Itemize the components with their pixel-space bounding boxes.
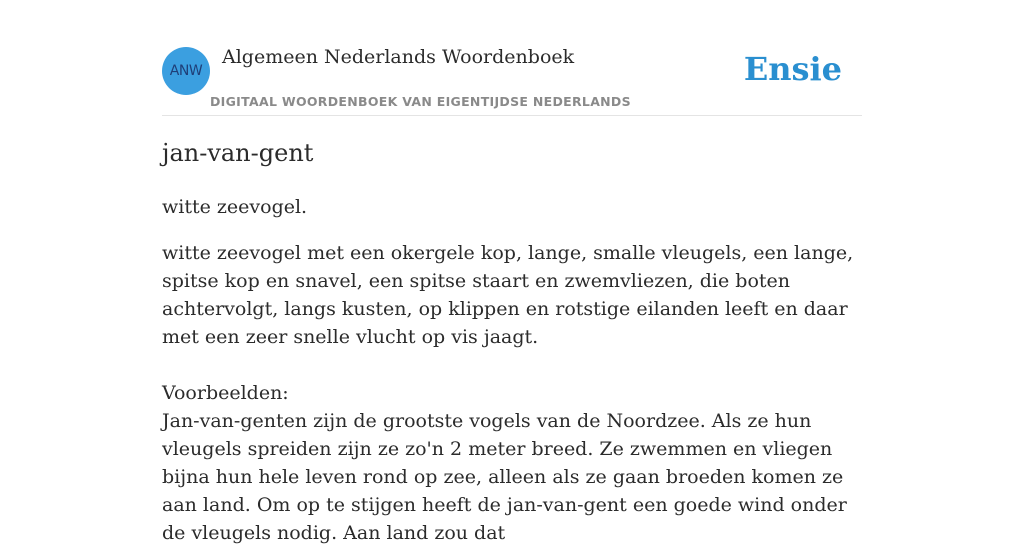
ensie-brand-link[interactable]: Ensie bbox=[743, 50, 842, 88]
anw-logo[interactable] bbox=[162, 47, 210, 95]
long-definition: witte zeevogel met een okergele kop, lange, smalle vleugels, een lange, spitse kop en snavel, een spitse staart en zwemvliezen, die boten achtervolgt, langs kusten, op klippen en rotstige eilanden leeft en daar met een zeer snelle vlucht op vis jaagt. bbox=[162, 242, 854, 348]
entry-title: jan-van-gent bbox=[162, 139, 314, 167]
page-container bbox=[162, 0, 862, 544]
site-header bbox=[162, 0, 862, 116]
short-definition: witte zeevogel. bbox=[162, 196, 308, 218]
example-text: Jan-van-genten zijn de grootste vogels van de Noordzee. Als ze hun vleugels spreiden zijn ze zo'n 2 meter breed. Ze zwemmen en vliegen bijna hun hele leven rond op zee, alleen als ze gaan broeden komen ze aan land. Om op te stijgen heeft de jan-van-gent een goede wind onder de vleugels nodig. Aan land zou dat bbox=[162, 410, 847, 544]
logo-text: ANW bbox=[169, 63, 203, 79]
examples-label: Voorbeelden: bbox=[162, 382, 289, 404]
site-subtitle: DIGITAAL WOORDENBOEK VAN EIGENTIJDSE NEDERLANDS bbox=[210, 94, 631, 109]
site-title[interactable]: Algemeen Nederlands Woordenboek bbox=[222, 46, 575, 68]
